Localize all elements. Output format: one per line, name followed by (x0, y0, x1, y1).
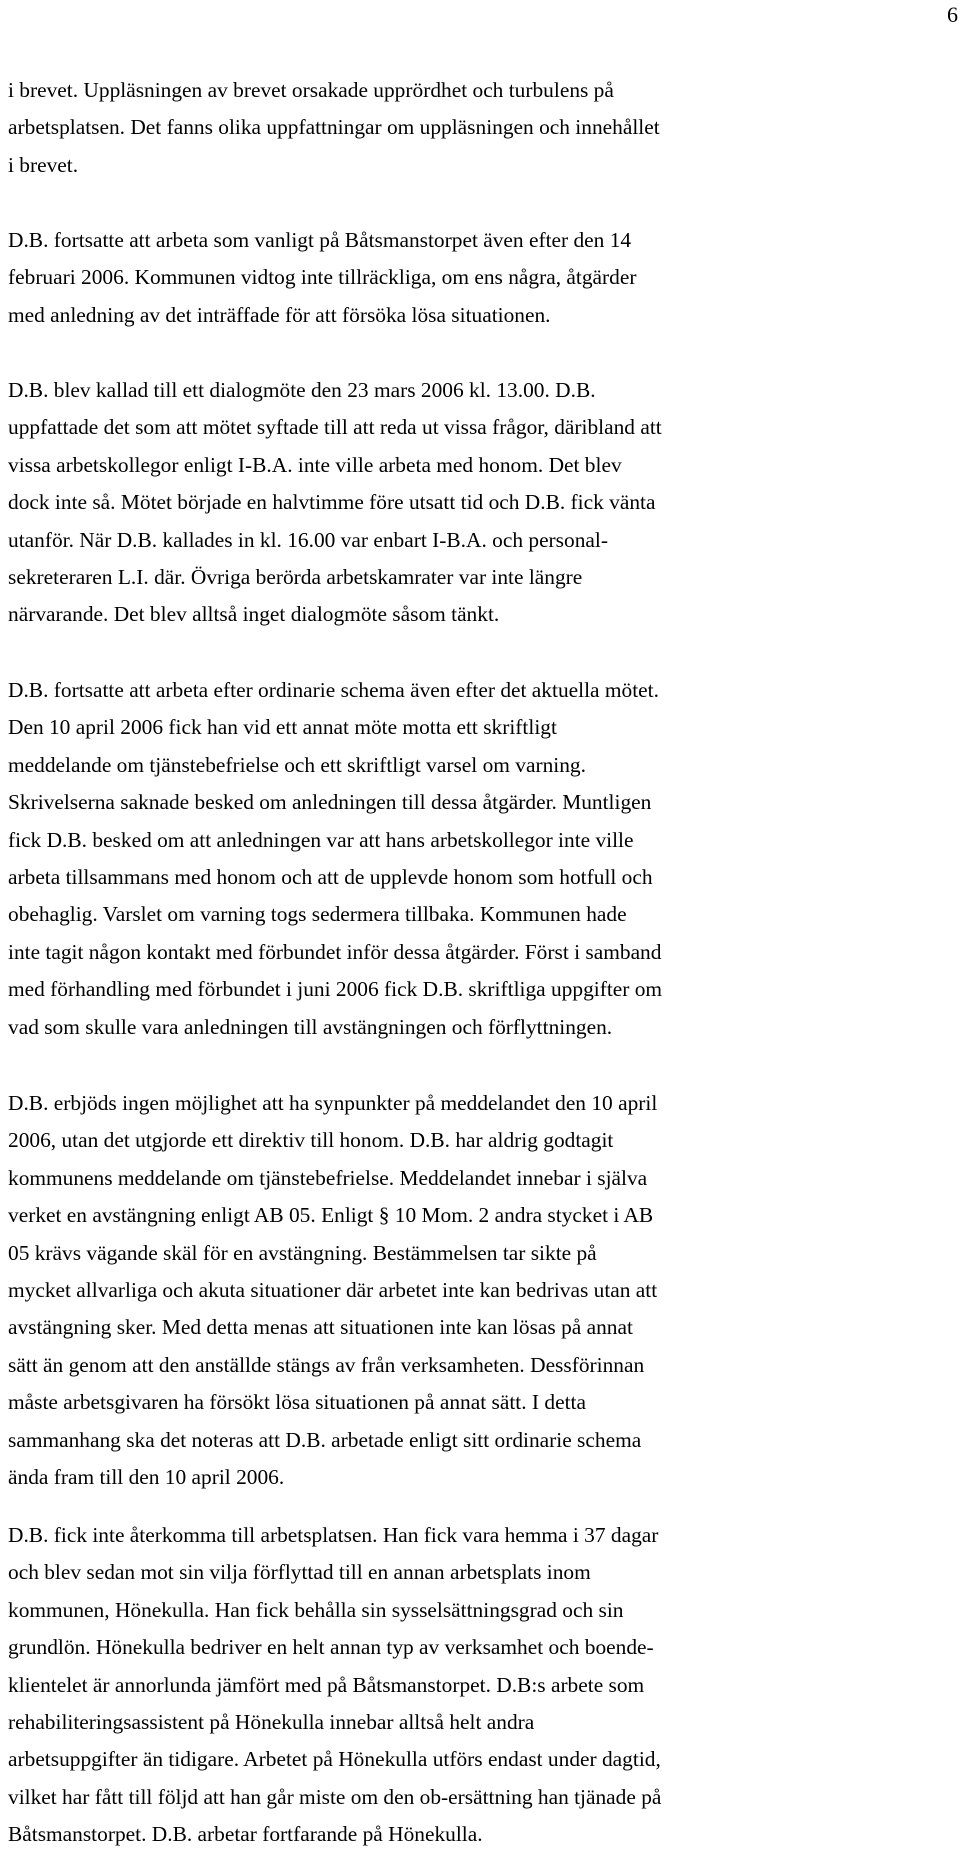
text-line: sammanhang ska det noteras att D.B. arbetade enligt sitt ordinarie schema (8, 1427, 642, 1452)
text-line: D.B. erbjöds ingen möjlighet att ha synpunkter på meddelandet den 10 april (8, 1091, 658, 1115)
text-line: D.B. blev kallad till ett dialogmöte den 23 mars 2006 kl. 13.00. D.B. (8, 378, 596, 402)
text-line: obehaglig. Varslet om varning togs sedermera tillbaka. Kommunen hade (8, 902, 627, 927)
text-line: Den 10 april 2006 fick han vid ett annat möte motta ett skriftligt (8, 715, 557, 740)
text-line: vilket har fått till följd att han går miste om den ob-ersättning han tjänade på (8, 1784, 662, 1809)
text-line: sekreteraren L.I. där. Övriga berörda arbetskamrater var inte längre (8, 565, 583, 590)
text-line: verket en avstängning enligt AB 05. Enligt § 10 Mom. 2 andra stycket i AB (8, 1203, 654, 1228)
paragraph-1 (8, 72, 660, 184)
text-line: D.B. fortsatte att arbeta efter ordinarie schema även efter det aktuella mötet. (8, 678, 659, 702)
text-line: med förhandling med förbundet i juni 2006 fick D.B. skriftliga uppgifter om (8, 977, 663, 1002)
paragraph-5 (8, 1085, 657, 1496)
text-line: ända fram till den 10 april 2006. (8, 1465, 285, 1490)
text-line: sätt än genom att den anställde stängs av från verksamheten. Dessförinnan (8, 1352, 645, 1377)
text-line: arbetsuppgifter än tidigare. Arbetet på Hönekulla utförs endast under dagtid, (8, 1747, 661, 1772)
paragraph-4 (8, 672, 662, 1046)
text-line: Båtsmanstorpet. D.B. arbetar fortfarande på Hönekulla. (8, 1822, 483, 1847)
text-line: rehabiliteringsassistent på Hönekulla innebar alltså helt andra (8, 1710, 535, 1735)
text-line: klientelet är annorlunda jämfört med på Båtsmanstorpet. D.B:s arbete som (8, 1672, 645, 1697)
text-line: vad som skulle vara anledningen till avstängningen och förflyttningen. (8, 1014, 613, 1039)
text-line: uppfattade det som att mötet syftade till att reda ut vissa frågor, däribland att (8, 415, 662, 440)
text-line: arbetsplatsen. Det fanns olika uppfattningar om uppläsningen och innehållet (8, 115, 660, 140)
paragraph-2 (8, 222, 636, 334)
text-line: närvarande. Det blev alltså inget dialogmöte såsom tänkt. (8, 602, 500, 627)
text-line: grundlön. Hönekulla bedriver en helt annan typ av verksamhet och boende- (8, 1635, 654, 1660)
text-line: inte tagit någon kontakt med förbundet inför dessa åtgärder. Först i samband (8, 939, 662, 964)
text-line: med anledning av det inträffade för att försöka lösa situationen. (8, 302, 551, 327)
page-number: 6 (947, 2, 958, 27)
text-line: avstängning sker. Med detta menas att situationen inte kan lösas på annat (8, 1315, 633, 1340)
text-line: kommunen, Hönekulla. Han fick behålla sin sysselsättningsgrad och sin (8, 1597, 624, 1622)
text-line: i brevet. (8, 152, 79, 177)
text-line: vissa arbetskollegor enligt I-B.A. inte ville arbeta med honom. Det blev (8, 452, 622, 477)
text-line: februari 2006. Kommunen vidtog inte tillräckliga, om ens några, åtgärder (8, 265, 637, 290)
paragraph-6 (8, 1517, 661, 1854)
text-line: kommunens meddelande om tjänstebefrielse. Meddelandet innebar i själva (8, 1165, 648, 1190)
text-line: mycket allvarliga och akuta situationer där arbetet inte kan bedrivas utan att (8, 1278, 658, 1303)
text-line: D.B. fortsatte att arbeta som vanligt på Båtsmanstorpet även efter den 14 (8, 228, 632, 252)
text-line: utanför. När D.B. kallades in kl. 16.00 var enbart I-B.A. och personal- (8, 527, 608, 552)
text-line: meddelande om tjänstebefrielse och ett skriftligt varsel om varning. (8, 752, 586, 777)
text-line: Skrivelserna saknade besked om anledningen till dessa åtgärder. Muntligen (8, 790, 652, 815)
text-line: 2006, utan det utgjorde ett direktiv till honom. D.B. har aldrig godtagit (8, 1128, 614, 1153)
text-line: måste arbetsgivaren ha försökt lösa situationen på annat sätt. I detta (8, 1390, 586, 1415)
text-line: D.B. fick inte återkomma till arbetsplatsen. Han fick vara hemma i 37 dagar (8, 1523, 659, 1547)
text-line: i brevet. Uppläsningen av brevet orsakade upprördhet och turbulens på (8, 78, 614, 102)
text-line: 05 krävs vägande skäl för en avstängning. Bestämmelsen tar sikte på (8, 1240, 597, 1265)
text-line: fick D.B. besked om att anledningen var att hans arbetskollegor inte ville (8, 827, 634, 852)
text-line: och blev sedan mot sin vilja förflyttad till en annan arbetsplats inom (8, 1560, 591, 1585)
text-line: arbeta tillsammans med honom och att de upplevde honom som hotfull och (8, 865, 653, 890)
paragraph-3 (8, 372, 662, 634)
text-line: dock inte så. Mötet började en halvtimme före utsatt tid och D.B. fick vänta (8, 490, 656, 515)
